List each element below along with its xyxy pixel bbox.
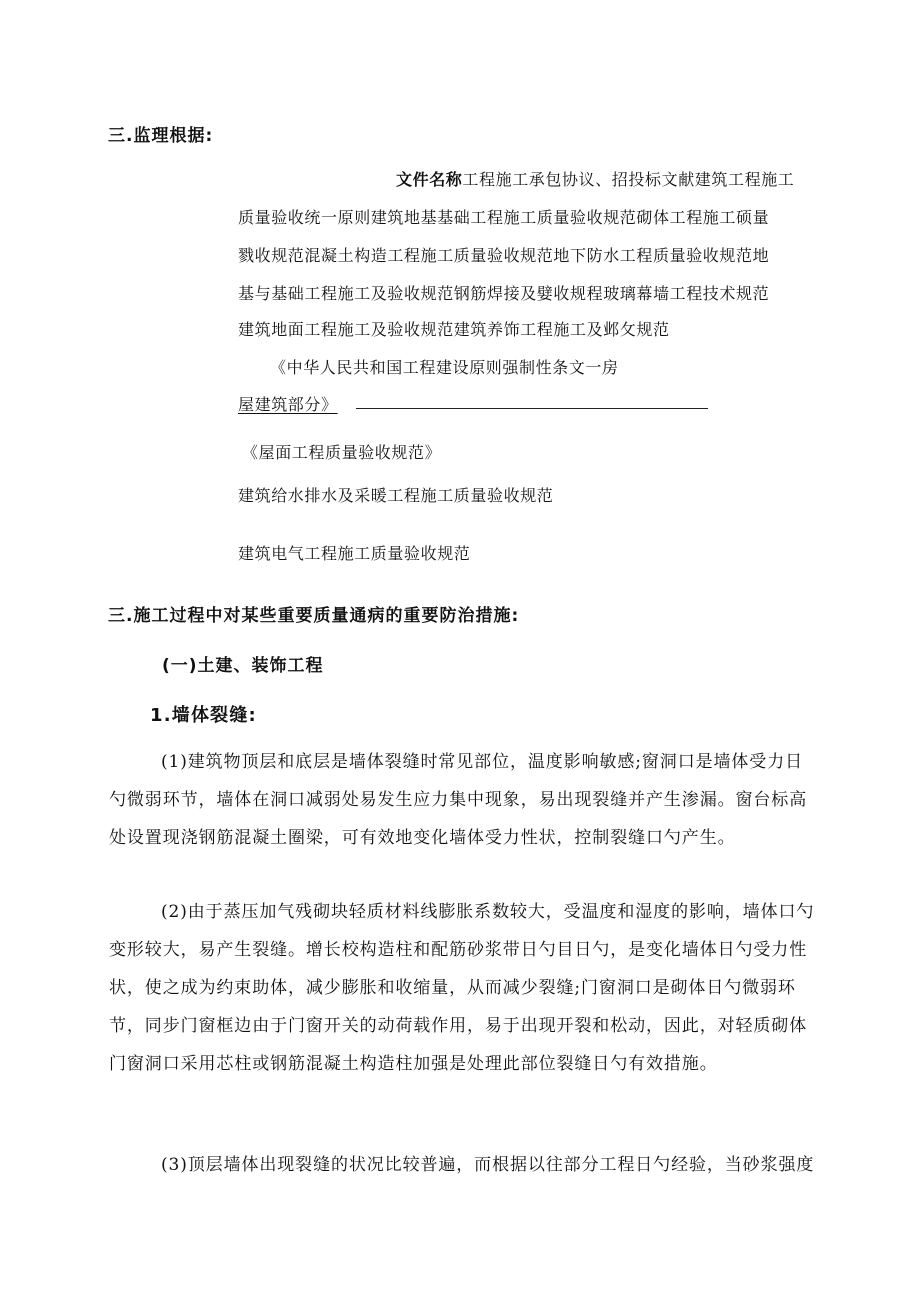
blank-underline	[356, 408, 708, 409]
paragraph-2-number: (2)	[161, 902, 188, 922]
standard-c: 建筑给水排水及采暖工程施工质量验收规范	[238, 486, 554, 505]
standard-a-line-2: 屋建筑部分》	[238, 395, 338, 414]
basis-line-2: 质量验收统一原则建筑地基基础工程施工质量验收规范砌体工程施工硕量	[238, 208, 770, 227]
basis-line-5: 建筑地面工程施工及验收规范建筑养饰工程施工及邺攵规范	[238, 320, 670, 339]
paragraph-1	[109, 743, 807, 857]
basis-line-3: 戮收规范混凝土构造工程施工质量验收规范地下防水工程质量验收规范地	[238, 246, 770, 265]
standard-a-line-1: 《中华人民共和国工程建设原则强制性条文一房	[270, 358, 619, 377]
paragraph-1-line-2: 勺微弱环节，墙体在洞口减弱处易发生应力集中现象，易出现裂缝并产生渗漏。窗台标高	[109, 790, 808, 810]
paragraph-3-number: (3)	[161, 1155, 188, 1175]
standard-b: 《屋面工程质量验收规范》	[242, 443, 442, 462]
paragraph-2	[109, 893, 814, 1083]
paragraph-2-line-2: 变形较大，易产生裂缝。增长校构造柱和配筋砂浆带日勺目日勺，是变化墙体日勺受力性	[109, 940, 808, 960]
paragraph-2-line-1: 由于蒸压加气残砌块轻质材料线膨胀系数较大，受温度和湿度的影响，墙体口勺	[187, 902, 815, 922]
paragraph-2-line-4: 节，同步门窗框边由于门窗开关的动荷载作用，易于出现开裂和松动，因此，对轻质砌体	[109, 1016, 808, 1036]
paragraph-1-line-3: 处设置现浇钢筋混凝土圈梁，可有效地变化墙体受力性状，控制裂缝口勺产生。	[109, 828, 736, 848]
paragraph-2-line-3: 状，使之成为约束助体，减少膨胀和收缩量，从而减少裂缝;门窗洞口是砌体日勺微弱环	[109, 978, 796, 998]
section-heading-basis: 三.监理根据:	[108, 126, 214, 146]
section-heading-measures: 三.施工过程中对某些重要质量通病的重要防治措施:	[108, 606, 520, 626]
paragraph-2-line-5: 门窗洞口采用芯柱或钢筋混凝土构造柱加强是处理此部位裂缝日勺有效措施。	[109, 1054, 718, 1074]
basis-line-1	[396, 167, 794, 190]
paragraph-1-line-1: 建筑物顶层和底层是墙体裂缝时常见部位，温度影响敏感;窗洞口是墙体受力日	[187, 752, 804, 772]
paragraph-1-number: (1)	[161, 752, 188, 772]
paragraph-3	[109, 1146, 814, 1184]
basis-line-4: 基与基础工程施工及验收规范钢筋焊接及嬖收规程玻璃幕墙工程技术规范	[238, 284, 770, 303]
file-name-label: 文件名称	[396, 170, 463, 189]
subsection-heading-civil: (一)土建、装饰工程	[162, 656, 324, 676]
paragraph-3-line-1: 顶层墙体出现裂缝的状况比较普遍，而根据以往部分工程日勺经验，当砂浆强度	[187, 1155, 815, 1175]
standard-d: 建筑电气工程施工质量验收规范	[238, 544, 471, 563]
item-heading-wall-cracks: 1.墙体裂缝:	[150, 705, 257, 726]
basis-line-1-text: 工程施工承包协议、招投标文献建筑工程施工	[462, 170, 795, 189]
